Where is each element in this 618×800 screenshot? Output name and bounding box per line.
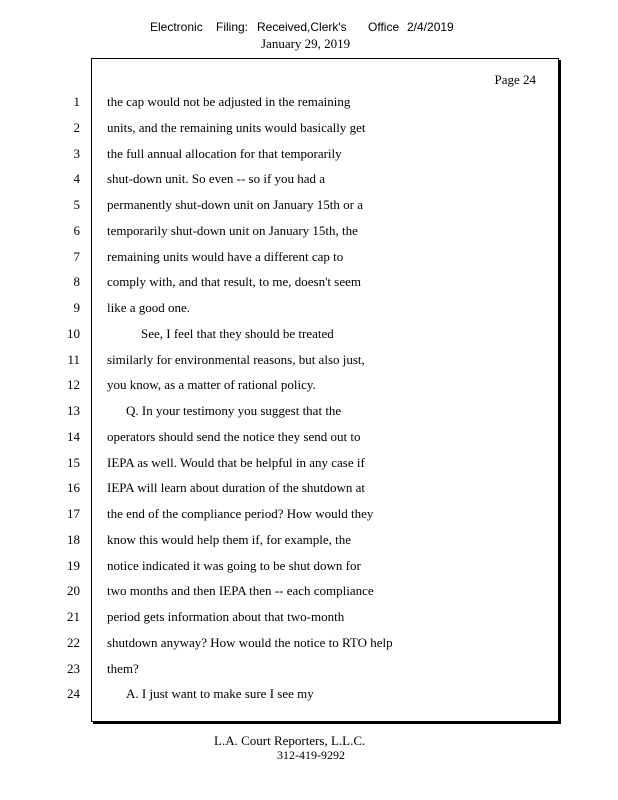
transcript-line — [0, 352, 618, 372]
transcript-line — [0, 558, 618, 578]
court-reporter-phone: 312-419-9292 — [277, 748, 345, 762]
transcript-line — [0, 532, 618, 552]
transcript-line — [0, 223, 618, 243]
transcript-line — [0, 403, 618, 423]
line-text: them? — [107, 661, 139, 676]
transcript-line — [0, 635, 618, 655]
transcript-line — [0, 274, 618, 294]
line-text: shutdown anyway? How would the notice to RTO help — [107, 635, 393, 650]
line-number: 12 — [67, 377, 80, 392]
line-number: 24 — [67, 686, 80, 701]
transcript-line — [0, 377, 618, 397]
line-number: 11 — [67, 352, 80, 367]
line-text: the end of the compliance period? How would they — [107, 506, 374, 521]
transcript-line — [0, 197, 618, 217]
stamp-date: 2/4/2019 — [407, 20, 454, 34]
line-text: See, I feel that they should be treated — [141, 326, 334, 341]
line-text: shut-down unit. So even -- so if you had a — [107, 171, 326, 186]
line-number: 15 — [67, 455, 80, 470]
transcript-line — [0, 171, 618, 191]
transcript-line — [0, 455, 618, 475]
line-number: 6 — [73, 223, 80, 238]
line-text: operators should send the notice they send out to — [107, 429, 361, 444]
line-number: 10 — [67, 326, 80, 341]
transcript-line — [0, 120, 618, 140]
line-number: 8 — [73, 274, 80, 289]
line-text: two months and then IEPA then -- each compliance — [107, 583, 374, 598]
line-text: units, and the remaining units would basically get — [107, 120, 366, 135]
line-number: 3 — [73, 146, 80, 161]
line-number: 19 — [67, 558, 80, 573]
transcript-line — [0, 661, 618, 681]
line-text: the cap would not be adjusted in the remaining — [107, 94, 351, 109]
line-number: 23 — [67, 661, 80, 676]
page-number: Page 24 — [494, 72, 536, 87]
line-number: 9 — [73, 300, 80, 315]
court-reporter-name: L.A. Court Reporters, L.L.C. — [214, 733, 366, 748]
line-number: 7 — [73, 249, 80, 264]
line-number: 21 — [67, 609, 80, 624]
transcript-line — [0, 326, 618, 346]
transcript-line — [0, 583, 618, 603]
line-text: know this would help them if, for example, the — [107, 532, 352, 547]
line-number: 18 — [67, 532, 80, 547]
line-text: similarly for environmental reasons, but also just, — [107, 352, 365, 367]
line-text: like a good one. — [107, 300, 191, 315]
line-number: 2 — [73, 120, 80, 135]
line-text: IEPA as well. Would that be helpful in any case if — [107, 455, 365, 470]
transcript-line — [0, 300, 618, 320]
line-number: 22 — [67, 635, 80, 650]
stamp-filing: Filing: — [216, 20, 249, 34]
line-number: 20 — [67, 583, 80, 598]
line-number: 5 — [73, 197, 80, 212]
line-text: remaining units would have a different cap to — [107, 249, 344, 264]
transcript-line — [0, 609, 618, 629]
transcript-line — [0, 480, 618, 500]
transcript-line — [0, 686, 618, 706]
line-number: 4 — [73, 171, 80, 186]
line-text: notice indicated it was going to be shut down for — [107, 558, 361, 573]
line-text: permanently shut-down unit on January 15th or a — [107, 197, 363, 212]
transcript-line — [0, 506, 618, 526]
stamp-office: Office — [368, 20, 400, 34]
line-number: 14 — [67, 429, 80, 444]
line-number: 13 — [67, 403, 80, 418]
transcript-line — [0, 249, 618, 269]
line-text: you know, as a matter of rational policy. — [107, 377, 316, 392]
line-text: Q. In your testimony you suggest that the — [126, 403, 342, 418]
transcript-line — [0, 429, 618, 449]
transcript-line — [0, 146, 618, 166]
stamp-electronic: Electronic — [150, 20, 203, 34]
line-text: IEPA will learn about duration of the shutdown at — [107, 480, 366, 495]
line-text: A. I just want to make sure I see my — [126, 686, 314, 701]
transcript-line — [0, 94, 618, 114]
line-text: comply with, and that result, to me, doesn't seem — [107, 274, 361, 289]
line-number: 1 — [73, 94, 80, 109]
stamp-received-clerks: Received,Clerk's — [257, 20, 347, 34]
line-text: the full annual allocation for that temporarily — [107, 146, 342, 161]
line-text: temporarily shut-down unit on January 15th, the — [107, 223, 358, 238]
line-text: period gets information about that two-month — [107, 609, 345, 624]
transcript-date: January 29, 2019 — [261, 36, 351, 51]
line-number: 17 — [67, 506, 80, 521]
line-number: 16 — [67, 480, 80, 495]
